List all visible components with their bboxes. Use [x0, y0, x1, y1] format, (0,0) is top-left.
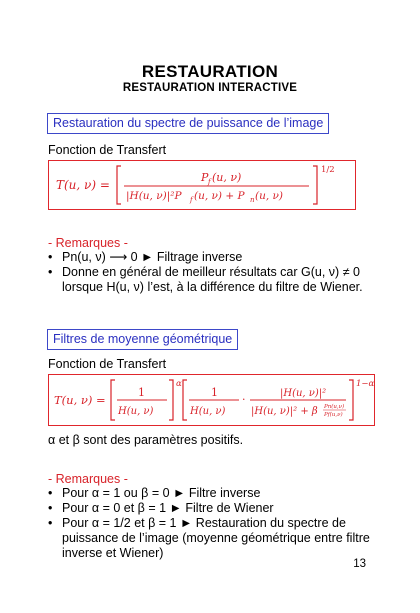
svg-text:f: f — [208, 178, 211, 186]
bullet-icon: • — [48, 501, 53, 515]
svg-text:|H(u, ν)|²: |H(u, ν)|² — [280, 388, 327, 399]
parameters-note: α et β sont des paramètres positifs. — [48, 433, 244, 447]
list-item: • Pour α = 1/2 et β = 1 ► Restauration du spectre de puissance de l’image (moyenne géométrique entre filtre inverse et Wiener) — [48, 516, 370, 560]
svg-text:T(u, ν) =: T(u, ν) = — [56, 178, 110, 192]
page-title: RESTAURATION — [141, 62, 279, 81]
svg-text:T(u, ν) =: T(u, ν) = — [54, 393, 106, 407]
svg-text:1: 1 — [211, 386, 218, 399]
section-heading-moyenne-geometrique: Filtres de moyenne géométrique — [47, 329, 238, 350]
svg-text:H(u, ν): H(u, ν) — [190, 406, 226, 417]
page-number: 13 — [353, 558, 366, 570]
svg-text:Pn(u,ν): Pn(u,ν) — [324, 404, 345, 410]
svg-text:1: 1 — [138, 386, 145, 399]
svg-text:1/2: 1/2 — [321, 165, 335, 175]
section-heading-restauration-spectre: Restauration du spectre de puissance de l’image — [47, 113, 329, 134]
remarks-title-1: - Remarques - — [48, 236, 128, 250]
list-item: • Donne en général de meilleur résultats car G(u, ν) ≠ 0 lorsque H(u, ν) l’est, à la différence du filtre de Wiener. — [48, 265, 363, 294]
formula-spectre — [49, 161, 355, 209]
svg-text:(u, ν): (u, ν) — [212, 171, 242, 184]
svg-text:Pf(u,ν): Pf(u,ν) — [324, 412, 343, 418]
svg-text:|H(u, ν)|² + β: |H(u, ν)|² + β — [251, 406, 318, 417]
formula-geometrique — [49, 375, 374, 425]
list-item: • Pour α = 0 et β = 1 ► Filtre de Wiener — [48, 501, 274, 515]
bullet-icon: • — [48, 265, 53, 279]
remarks-title-2: - Remarques - — [48, 472, 128, 486]
remarks-list-1 — [48, 250, 378, 295]
bullet-icon: • — [48, 516, 53, 530]
transfer-function-label-2: Fonction de Transfert — [48, 357, 167, 371]
svg-text:·: · — [242, 393, 246, 406]
bullet-icon: • — [48, 486, 53, 500]
svg-text:n: n — [250, 196, 255, 204]
svg-text:f: f — [190, 196, 193, 204]
svg-text:P: P — [201, 171, 209, 184]
formula-box-spectre — [48, 160, 356, 210]
list-item: • Pn(u, ν) ⟶ 0 ► Filtrage inverse — [48, 250, 243, 264]
page-subtitle: RESTAURATION INTERACTIVE — [122, 82, 298, 94]
bullet-icon: • — [48, 250, 53, 264]
transfer-function-label-1: Fonction de Transfert — [48, 143, 167, 157]
remarks-list-2 — [48, 486, 378, 561]
svg-text:|H(u, ν)|²P: |H(u, ν)|²P — [126, 190, 182, 202]
svg-text:1−α: 1−α — [356, 379, 374, 389]
svg-text:H(u, ν): H(u, ν) — [118, 406, 154, 417]
svg-text:(u, ν) + P: (u, ν) + P — [194, 190, 245, 202]
svg-text:(u, ν): (u, ν) — [255, 190, 284, 202]
list-item: • Pour α = 1 ou β = 0 ► Filtre inverse — [48, 486, 261, 500]
svg-text:α: α — [176, 379, 182, 389]
formula-box-geometrique — [48, 374, 375, 426]
